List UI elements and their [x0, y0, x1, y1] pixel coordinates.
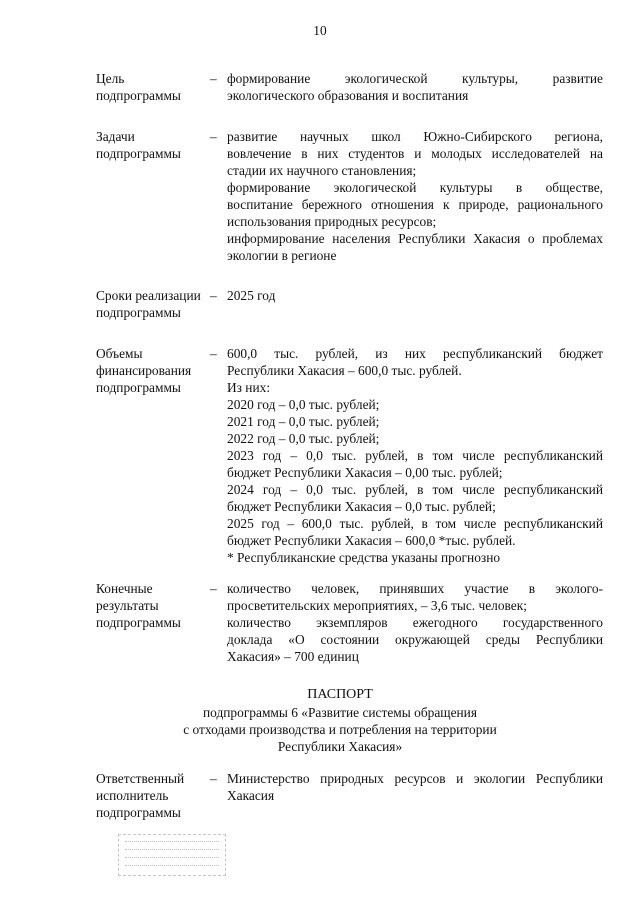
row-dash: – — [210, 71, 217, 86]
row-content: 2025 год — [227, 288, 276, 303]
row-content: 600,0 тыс. рублей, из них республиканский бюджет Республики Хакасия – 600,0 тыс. рублей. Из них: 2020 год – 0,0 тыс. рублей; 2021 год – 0,0 тыс. рублей; 2022 год – 0,0 тыс. рублей; 2023 год – 0,0 тыс. рублей, в том числе республиканский бюджет Республики Хакасия – 0,00 тыс. рублей; 2024 год – 0,0 тыс. рублей, в том числе республиканский бюджет Республики Хакасия – 0,0 тыс. рублей; 2025 год – 600,0 тыс. рублей, в том числе республиканский бюджет Республики Хакасия – 600,0 *тыс. рублей. * Республиканские средства указаны прогнозно — [227, 346, 603, 565]
row-content: количество человек, принявших участие в эколого- просветительских мероприятиях, – 3,6 тыс. человек; количество экземпляров ежегодного государственного доклада «О состоянии окружающей среды Республики Хакасия» – 700 единиц — [227, 581, 603, 664]
certification-stamp — [118, 834, 226, 876]
row-label: Задачи подпрограммы — [96, 129, 181, 161]
row-content: развитие научных школ Южно-Сибирского региона, вовлечение в них студентов и молодых исследователей на стадии их научного становления; формирование экологической культуры в обществе, воспитание бережного отношения к природе, рационального использования природных ресурсов; информирование населения Республики Хакасия о проблемах экологии в регионе — [227, 129, 603, 263]
row-label: Цель подпрограммы — [96, 71, 181, 103]
passport-heading — [130, 686, 550, 755]
row-label: Сроки реализации подпрограммы — [96, 288, 201, 320]
row-dash: – — [210, 129, 217, 144]
row-dash: – — [210, 288, 217, 303]
passport-subtitle-line: Республики Хакасия» — [277, 739, 403, 754]
passport-title: ПАСПОРТ — [307, 687, 373, 702]
row-dash: – — [210, 581, 217, 596]
row-content: формирование экологической культуры, развитие экологического образования и воспитания — [227, 71, 603, 103]
row-label: Объемы финансирования подпрограммы — [96, 346, 192, 395]
passport-subtitle-line: подпрограммы 6 «Развитие системы обращения — [202, 705, 478, 720]
page-number: 10 — [313, 23, 327, 38]
row-content: Министерство природных ресурсов и экологии Республики Хакасия — [227, 771, 603, 803]
row-label: Конечные результаты подпрограммы — [96, 581, 181, 630]
row-label: Ответственный исполнитель подпрограммы — [96, 771, 185, 820]
passport-subtitle-line: с отходами производства и потребления на территории — [183, 722, 497, 737]
row-dash: – — [210, 771, 217, 786]
row-dash: – — [210, 346, 217, 361]
